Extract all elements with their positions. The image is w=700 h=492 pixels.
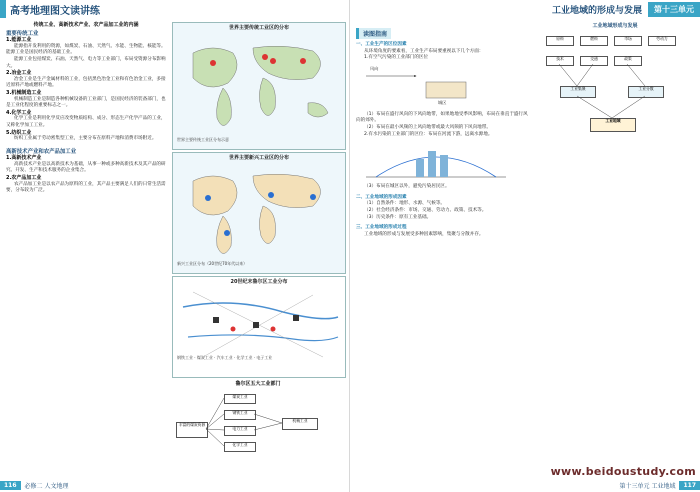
paragraph: （1）自然条件：地形、水源、气候等。 (364, 201, 446, 207)
legend-item: 化学工业 (236, 355, 253, 360)
left-header (0, 0, 350, 18)
ruhr-diagram (172, 380, 344, 474)
diagram-node: 化学工业 (224, 442, 256, 452)
right-footer (350, 479, 700, 492)
paragraph: （2）布局在最小风频的上风向地带或最大风频的下风向地带。 (364, 124, 491, 130)
page-number: 117 (679, 481, 700, 490)
section-heading: 一、工业生产的区位因素 (356, 42, 407, 47)
pollution-chart (356, 141, 528, 181)
diagram-arrows (172, 380, 344, 474)
diagram-node: 煤炭工业 (224, 394, 256, 404)
subsection-heading: 1.高新技术产业 (6, 155, 42, 162)
left-text-column (6, 22, 166, 195)
paragraph: 工业地域的形成与发展受多种因素影响，集聚与分散并存。 (364, 231, 484, 237)
legend-item: 钢铁工业 (177, 355, 193, 360)
subsection-heading: 2.冶金工业 (6, 70, 32, 77)
map-caption: 新兴工业区分布（20世纪70年代以来） (177, 261, 248, 266)
subsection-heading: 3.机械制造工业 (6, 89, 42, 96)
flow-node: 工业分散 (628, 86, 664, 98)
paragraph: （1）布局在盛行风向的下风向地带，如果地地受季风影响，布局在垂直于盛行风向的郊外。 (356, 111, 528, 124)
map-legend: 钢铁工业 · 煤炭工业 · 汽车工业 · 化学工业 · 电子工业 (177, 355, 273, 360)
right-page (350, 0, 700, 492)
subsection-heading: 5.纺织工业 (6, 129, 32, 136)
paragraph: 从环境角度的要素看，工业生产布局要重视以下几个方面： (364, 48, 484, 54)
wind-diagram (356, 64, 528, 110)
flow-node: 原料 (546, 36, 574, 46)
diagram-node: 电力工业 (224, 426, 256, 436)
flow-node: 燃料 (580, 36, 608, 46)
flow-node: 工业地域 (590, 118, 636, 132)
footer-label: 必修二 人文地理 (24, 483, 69, 490)
reading-guide-title: 读图指南 (356, 28, 391, 39)
diagram-node: 钢铁工业 (224, 410, 256, 420)
paragraph: 能源工业包括煤炭、石油、天然气、电力等工业部门，布局受资源分布影响大。 (6, 56, 166, 69)
right-header (520, 0, 700, 18)
flow-node: 市场 (614, 36, 642, 46)
city-label: 城区 (438, 99, 447, 105)
diagram-title: 鲁尔区五大工业部门 (235, 381, 281, 387)
pollution-chart-drawing (356, 141, 516, 181)
ruhr-map-drawing (173, 277, 345, 377)
world-map-2 (173, 153, 345, 273)
flow-node: 工业集聚 (560, 86, 596, 98)
industry-flow-diagram (536, 22, 694, 202)
subsection-heading: 2.农产品加工业 (6, 175, 42, 182)
map-title: 20世纪末鲁尔区工业分布 (230, 279, 288, 285)
section-heading: 二、工业地域的形成因素 (356, 194, 407, 200)
paragraph: 高新技术产业是以高新技术为基础，从事一种或多种高新技术及其产品的研究、开发、生产和技术服务的企业集合。 (6, 161, 166, 174)
legend-item: 电子工业 (256, 355, 273, 360)
map-title: 世界主要传统工业区的分布 (228, 25, 289, 31)
emerging-industry-map (172, 152, 346, 274)
flow-node: 技术 (546, 56, 574, 66)
paragraph: （2）社会经济条件：市场、交通、劳动力、政策、技术等。 (364, 207, 487, 213)
diagram-center: 丰富的煤炭资源 (176, 422, 208, 438)
paragraph: （3）历史条件：原有工业基础。 (364, 214, 432, 220)
legend-item: 煤炭工业 (196, 355, 213, 360)
world-map-1 (173, 23, 345, 149)
legend-item: 汽车工业 (216, 355, 233, 360)
header-accent-bar (0, 0, 6, 18)
book-title: 高考地理图文读讲练 (10, 5, 100, 17)
ruhr-map (172, 276, 346, 378)
flow-title: 工业地域形成与发展 (592, 23, 638, 29)
paragraph: 2.有水污染的工业部门的区位：布局在河流下游，远离水源地。 (364, 131, 493, 137)
footer-label: 第十三单元 工业地域 (619, 483, 676, 490)
left-footer (0, 479, 350, 492)
unit-badge: 第十三单元 (648, 2, 700, 17)
paragraph: 冶金工业是生产金属材料的工业，包括黑色冶金工业和有色冶金工业，多接近原料产地或燃料产地。 (6, 76, 166, 89)
page-number: 116 (0, 481, 21, 490)
paragraph: 机械制造工业是制造各种机械设备的工业部门，是国民经济的装备部门，也是工业化程度的重要标志之一。 (6, 96, 166, 109)
traditional-industry-map (172, 22, 346, 150)
wind-diagram-drawing (356, 64, 516, 110)
subsection-heading: 1.能源工业 (6, 37, 32, 44)
map-caption: 世界主要传统工业区分布示意 (177, 137, 229, 142)
section-heading: 高新技术产业和农产品加工业 (6, 148, 77, 155)
flow-node: 政策 (614, 56, 642, 66)
section-heading: 重要传统工业 (6, 30, 39, 37)
section-heading: 三、工业地域的形成过程 (356, 225, 407, 231)
intro-line: 传统工业、高新技术产业、农产品加工业的内涵 (33, 22, 139, 28)
watermark: www.beidoustudy.com (550, 465, 696, 478)
right-text-column (356, 42, 528, 238)
flow-node: 交通 (580, 56, 608, 66)
wind-label: 风向 (370, 65, 379, 71)
map-title: 世界主要新兴工业区的分布 (228, 155, 289, 161)
paragraph: 农产品加工业是以农产品为原料的工业，其产品主要满足人们的日常生活需要，分布较为广泛。 (6, 181, 166, 194)
paragraph: 能源指开发利用的资源，如煤炭、石油、天然气、水能、生物能、核能等。能源工业是国民经济的基础工业。 (6, 43, 166, 56)
paragraph: 化学工业是利用化学反应改变物质结构、成分、形态生产化学产品的工业，又称化学加工工业。 (6, 116, 166, 128)
reading-guide-bar (356, 28, 391, 38)
paragraph: （3）布局在城区以外，避免污染居民区。 (364, 184, 450, 190)
flow-node: 劳动力 (648, 36, 676, 46)
subsection-heading: 4.化学工业 (6, 109, 32, 116)
chapter-title: 工业地域的形成与发展 (551, 5, 642, 16)
diagram-node: 机械工业 (282, 418, 318, 430)
paragraph: 1.有空气污染的工业部门的区位 (364, 55, 429, 61)
flow-arrows (536, 22, 694, 202)
paragraph: 纺织工业属于劳动密集型工业，主要分布在原料产地和消费市场附近。 (14, 136, 157, 142)
